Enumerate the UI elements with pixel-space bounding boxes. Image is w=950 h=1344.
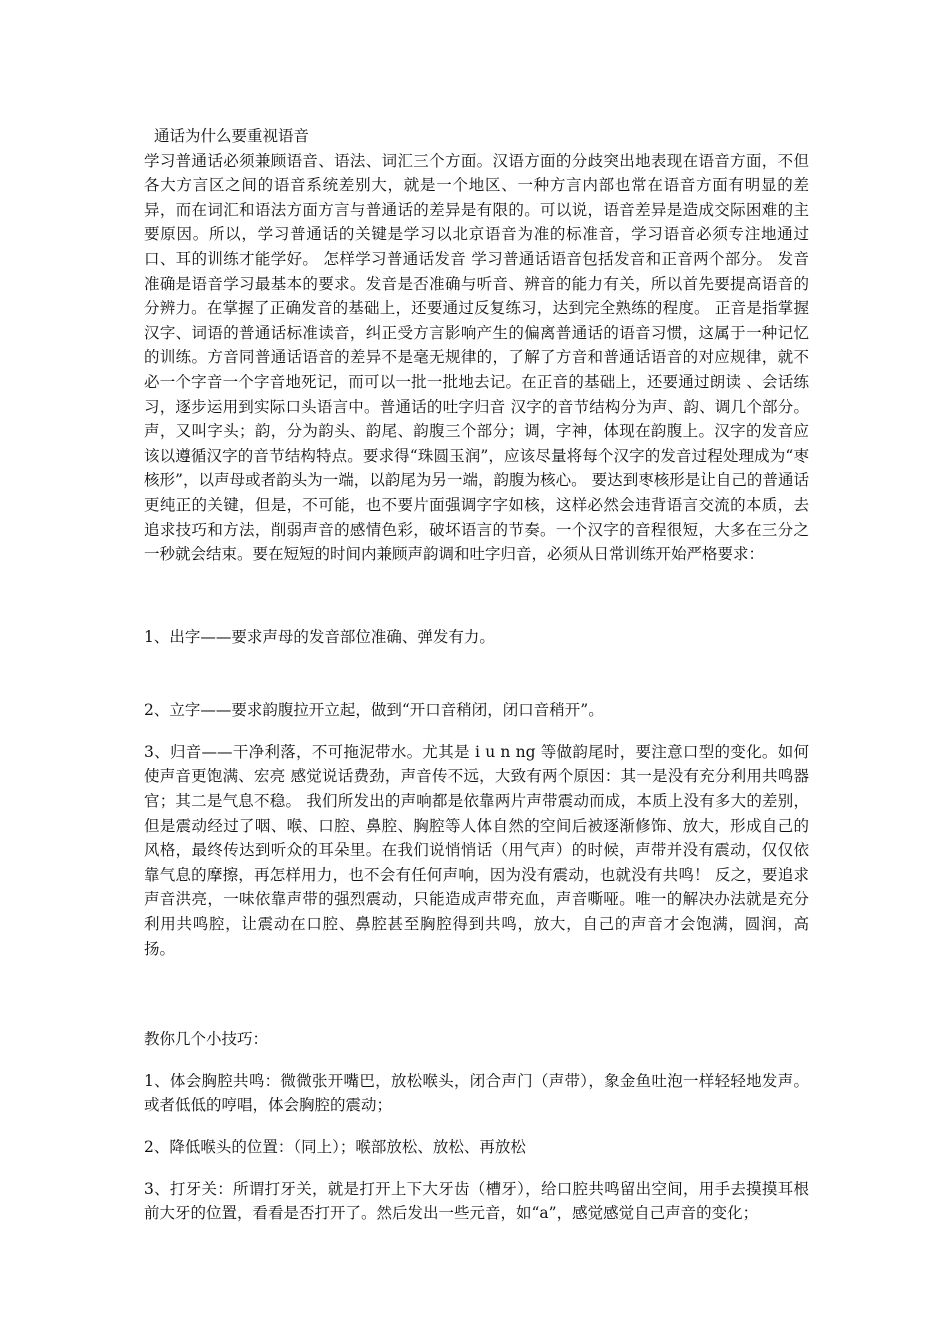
point-2-paragraph: 2、立字——要求韵腹拉开立起，做到“开口音稍闭，闭口音稍开”。 <box>144 701 604 720</box>
spacer <box>144 1052 809 1069</box>
point-1-paragraph: 1、出字——要求声母的发音部位准确、弹发有力。 <box>144 627 495 646</box>
tip-2-paragraph: 2、降低喉头的位置：（同上）；喉部放松、放松、再放松 <box>144 1138 526 1156</box>
document-title: 通话为什么要重视语音 <box>154 127 310 145</box>
document-body <box>144 124 809 1226</box>
tip-1-paragraph: 1、体会胸腔共鸣：微微张开嘴巴，放松喉头，闭合声门（声带），象金鱼吐泡一样轻轻地发声。或者低低的哼唱，体会胸腔的震动； <box>144 1071 809 1115</box>
spacer <box>144 1160 809 1177</box>
intro-paragraph: 学习普通话必须兼顾语音、语法、词汇三个方面。汉语方面的分歧突出地表现在语音方面，不但各大方言区之间的语音系统差别大，就是一个地区、一种方言内部也常在语音方面有明显的差异，而在词汇和语法方面方言与普通话的差异是有限的。可以说，语音差异是造成交际困难的主要原因。所以，学习普通话的关键是学习以北京语音为准的标准音，学习语音必须专注地通过口、耳的训练才能学好。 怎样学习普通话发音 学习普通话语音包括发音和正音两个部分。 发音准确是语音学习最基本的要求。发音是否准确与听音、辨音的能力有关，所以首先要提高语音的分辨力。在掌握了正确发音的基础上，还要通过反复练习，达到完全熟练的程度。 正音是指掌握汉字、词语的普通话标准读音，纠正受方言影响产生的偏离普通话的语音习惯，这属于一种记忆的训练。方音同普通话语音的差异不是毫无规律的，了解了方音和普通话语音的对应规律，就不必一个字音一个字音地死记，而可以一批一批地去记。在正音的基础上，还要通过朗读 、会话练习，逐步运用到实际口头语言中。普通话的吐字归音 汉字的音节结构分为声、韵、调几个部分。声，又叫字头；韵，分为韵头、韵尾、韵腹三个部分；调，字神，体现在韵腹上。汉字的发音应该以遵循汉字的音节结构特点。要求得“珠圆玉润”，应该尽量将每个汉字的发音过程处理成为“枣核形”，以声母或者韵头为一端，以韵尾为另一端，韵腹为核心。 要达到枣核形是让自己的普通话更纯正的关键，但是，不可能，也不要片面强调字字如核，这样必然会违背语言交流的本质，去追求技巧和方法，削弱声音的感情色彩，破坏语言的节奏。一个汉字的音程很短，大多在三分之一秒就会结束。要在短短的时间内兼顾声韵调和吐字归音，必须从日常训练开始严格要求： <box>144 151 809 564</box>
spacer <box>144 567 809 625</box>
spacer <box>144 961 809 1027</box>
spacer <box>144 1118 809 1135</box>
point-3-paragraph: 3、归音——干净利落，不可拖泥带水。尤其是 i u n ng 等做韵尾时，要注意口型的变化。如何使声音更饱满、宏亮 感觉说话费劲，声音传不远，大致有两个原因：其一是没有充分利用共鸣器官；其二是气息不稳。 我们所发出的声响都是依靠两片声带震动而成，本质上没有多大的差别，但是震动经过了咽、喉、口腔、鼻腔、胸腔等人体自然的空间后被逐渐修饰、放大，形成自己的风格，最终传达到听众的耳朵里。在我们说悄悄话（用气声）的时候，声带并没有震动，仅仅依靠气息的摩擦，再怎样用力，也不会有任何声响，因为没有震动，也就没有共鸣！ 反之，要追求声音洪亮，一味依靠声带的强烈震动，只能造成声带充血，声音嘶哑。唯一的解决办法就是充分利用共鸣腔，让震动在口腔、鼻腔甚至胸腔得到共鸣，放大，自己的声音才会饱满，圆润，高扬。 <box>144 742 809 958</box>
tips-heading: 教你几个小技巧： <box>144 1030 269 1049</box>
spacer <box>144 723 809 740</box>
spacer <box>144 649 809 698</box>
tip-3-paragraph: 3、打牙关：所谓打牙关，就是打开上下大牙齿（槽牙），给口腔共鸣留出空间，用手去摸摸耳根前大牙的位置，看看是否打开了。然后发出一些元音，如“a”，感觉感觉自己声音的变化； <box>144 1179 809 1223</box>
